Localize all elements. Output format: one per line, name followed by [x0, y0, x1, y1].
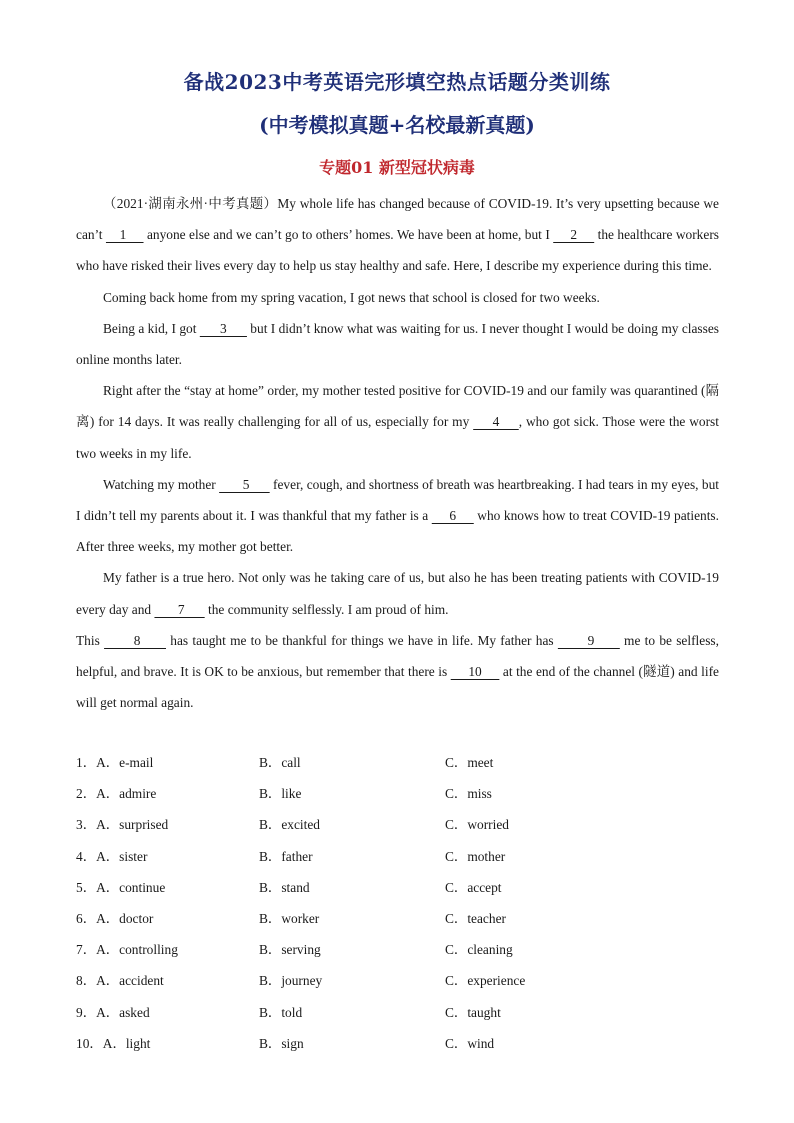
option-b: B．excited: [259, 817, 320, 833]
option-c: C．mother: [445, 848, 506, 864]
blank-5: 5: [219, 476, 270, 492]
passage-paragraph-6: My father is a true hero. Not only was he taking care of us, but also he has been treating patients with COVID-19 every day and 7 the community selflessly. I am proud of him.: [76, 570, 719, 617]
option-c: C．accept: [445, 879, 502, 895]
option-b: B．worker: [259, 910, 320, 926]
blank-2: 2: [553, 227, 595, 243]
question-number: 7．: [76, 942, 97, 958]
answer-options: [76, 747, 719, 1059]
source-label: （2021·湖南永州·中考真题）: [103, 196, 278, 211]
option-row-4: [76, 841, 719, 872]
option-b: B．sign: [259, 1035, 304, 1051]
option-c: C．teacher: [445, 910, 506, 926]
question-number: 8．: [76, 973, 97, 989]
passage-paragraph-1: （2021·湖南永州·中考真题）My whole life has changed because of COVID-19. It’s very upsetting because we can’t 1 anyone else and we can’t go to others’ homes. We have been at home, but I 2 the healthcare workers who have risked their lives every day to help us stay healthy and safe. Here, I describe my experience during this time.: [76, 196, 719, 274]
option-b: B．stand: [259, 879, 310, 895]
option-a: 10．A．light: [76, 1035, 151, 1051]
blank-7: 7: [154, 601, 205, 617]
option-b: B．like: [259, 786, 302, 802]
option-row-7: [76, 934, 719, 965]
blank-4: 4: [473, 414, 519, 430]
option-row-2: [76, 778, 719, 809]
passage: [76, 188, 719, 718]
option-c: C．cleaning: [445, 942, 513, 958]
question-number: 9．: [76, 1004, 97, 1020]
option-a: 5．A．continue: [76, 879, 166, 895]
option-a: 7．A．controlling: [76, 942, 178, 958]
blank-9: 9: [557, 632, 620, 648]
option-c: C．wind: [445, 1035, 495, 1051]
passage-paragraph-2: Coming back home from my spring vacation, I got news that school is closed for two weeks.: [103, 289, 600, 305]
option-c: C．worried: [445, 817, 509, 833]
blank-8: 8: [104, 632, 166, 648]
option-a: 9．A．asked: [76, 1004, 150, 1020]
topic-heading: 专题01 新型冠状病毒: [319, 158, 475, 177]
question-number: 4．: [76, 848, 97, 864]
option-c: C．experience: [445, 973, 526, 989]
option-a: 6．A．doctor: [76, 910, 154, 926]
option-a: 8．A．accident: [76, 973, 164, 989]
document-subtitle: (中考模拟真题+名校最新真题): [259, 113, 535, 137]
option-row-3: [76, 809, 719, 840]
option-row-1: [76, 747, 719, 778]
blank-6: 6: [431, 508, 474, 524]
option-b: B．told: [259, 1004, 303, 1020]
option-c: C．meet: [445, 755, 494, 770]
question-number: 2．: [76, 786, 97, 802]
option-b: B．father: [259, 848, 313, 864]
question-number: 10．: [76, 1035, 103, 1051]
option-c: C．taught: [445, 1004, 501, 1020]
question-number: 3．: [76, 817, 97, 833]
blank-1: 1: [105, 227, 144, 243]
blank-10: 10: [450, 664, 500, 680]
option-a: 2．A．admire: [76, 786, 157, 802]
blank-3: 3: [199, 320, 247, 336]
option-b: B．journey: [259, 973, 323, 989]
option-c: C．miss: [445, 786, 492, 802]
passage-paragraph-3: Being a kid, I got 3 but I didn’t know what was waiting for us. I never thought I would be doing my classes online months later.: [76, 320, 720, 368]
passage-paragraph-5: Watching my mother 5 fever, cough, and shortness of breath was heartbreaking. I had tears in my eyes, but I didn’t tell my parents about it. I was thankful that my father is a 6 who knows how to treat COVID-19 patients. After three weeks, my mother got better.: [76, 476, 720, 555]
question-number: 5．: [76, 879, 97, 895]
question-number: 1．: [76, 755, 97, 770]
option-a: 1．A．e-mail: [76, 755, 154, 770]
document-title: 备战2023中考英语完形填空热点话题分类训练: [183, 70, 611, 94]
passage-paragraph-7: This 8 has taught me to be thankful for things we have in life. My father has 9 me to be selfless, helpful, and brave. It is OK to be anxious, but remember that there is 10 at the end of the channel (隧道) and life will get normal again.: [76, 632, 719, 711]
option-row-10: [76, 1028, 719, 1059]
passage-paragraph-4: Right after the “stay at home” order, my mother tested positive for COVID-19 and our family was quarantined (隔离) for 14 days. It was really challenging for all of us, especially for my 4 , who got sick. Those were the worst two weeks in my life.: [76, 383, 719, 461]
question-number: 6．: [76, 910, 97, 926]
option-b: B．serving: [259, 942, 321, 958]
option-row-5: [76, 872, 719, 903]
option-a: 4．A．sister: [76, 848, 148, 864]
option-b: B．call: [259, 755, 301, 770]
option-a: 3．A．surprised: [76, 817, 169, 833]
option-row-6: [76, 903, 719, 934]
option-row-8: [76, 965, 719, 996]
option-row-9: [76, 997, 719, 1028]
